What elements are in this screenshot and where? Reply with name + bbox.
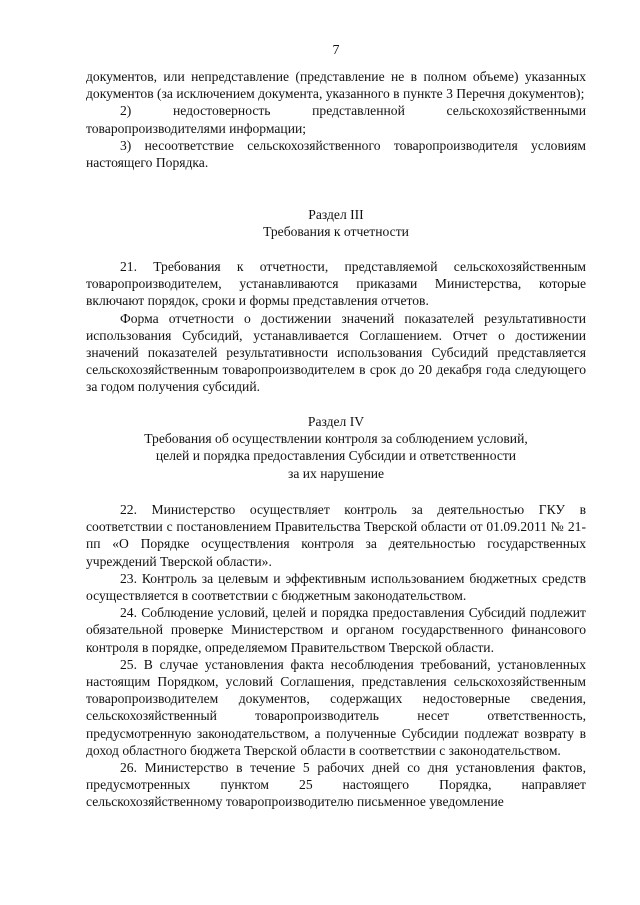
section-4-header bbox=[86, 413, 586, 482]
section-4-title-line-2: целей и порядка предоставления Субсидии и ответственности bbox=[155, 448, 517, 464]
paragraph-item-3: 3) несоответствие сельскохозяйственного товаропроизводителя условиям настоящего Порядка. bbox=[86, 137, 586, 171]
paragraph-continuation: документов, или непредставление (представление не в полном объеме) указанных документов (за исключением документа, указанного в пункте 3 Перечня документов); bbox=[86, 69, 586, 102]
paragraph-23: 23. Контроль за целевым и эффективным использованием бюджетных средств осуществляется в соответствии с бюджетным законодательством. bbox=[86, 570, 586, 604]
paragraph-21: 21. Требования к отчетности, представляемой сельскохозяйственным товаропроизводителем, устанавливаются приказами Министерства, которые включают порядок, сроки и формы представления отчетов. bbox=[86, 259, 586, 309]
section-4-heading: Раздел IV bbox=[307, 414, 365, 429]
paragraph-22: 22. Министерство осуществляет контроль за деятельностью ГКУ в соответствии с постановлением Правительства Тверской области от 01.09.2011 № 21-пп «О Порядке осуществления контроля за деятельностью государственных учреждений Тверской области». bbox=[86, 502, 586, 569]
page-number: 7 bbox=[332, 43, 340, 58]
section-3-title: Требования к отчетности bbox=[263, 224, 409, 240]
paragraph-26: 26. Министерство в течение 5 рабочих дней со дня установления фактов, предусмотренных пунктом 25 настоящего Порядка, направляет сельскохозяйственному товаропроизводителю письменное уведомление bbox=[86, 760, 586, 810]
section-3-body bbox=[86, 258, 586, 396]
section-4-title-line-1: Требования об осуществлении контроля за соблюдением условий, bbox=[144, 431, 528, 447]
section-4-title-line-3: за их нарушение bbox=[287, 465, 385, 481]
paragraph-item-2: 2) недостоверность представленной сельскохозяйственными товаропроизводителями информации; bbox=[86, 103, 586, 136]
paragraph-25: 25. В случае установления факта несоблюдения требований, установленных настоящим Порядком, условий Соглашения, представления сельскохозяйственным товаропроизводителем документов, содержащих недостоверные сведения, сельскохозяйственный товаропроизводитель несет ответственность, предусмотренную законодательством, а полученные Субсидии подлежат возврату в доход областного бюджета Тверской области в соответствии с законодательством. bbox=[86, 656, 586, 758]
paragraph-24: 24. Соблюдение условий, целей и порядка предоставления Субсидий подлежит обязательной проверке Министерством и органом государственного финансового контроля в порядке, определяемом Правительством Тверской области. bbox=[86, 605, 586, 655]
section-4-body bbox=[86, 501, 586, 811]
section-3-heading: Раздел III bbox=[308, 207, 364, 222]
paragraph-report-form: Форма отчетности о достижении значений показателей результативности использования Субсидий, устанавливается Соглашением. Отчет о достижении значений показателей результативности использования Субсидий представляется сельскохозяйственным товаропроизводителем в срок до 20 декабря года следующего за годом получения субсидий. bbox=[86, 310, 586, 395]
section-3-header bbox=[86, 206, 586, 240]
top-paragraphs bbox=[86, 68, 586, 171]
